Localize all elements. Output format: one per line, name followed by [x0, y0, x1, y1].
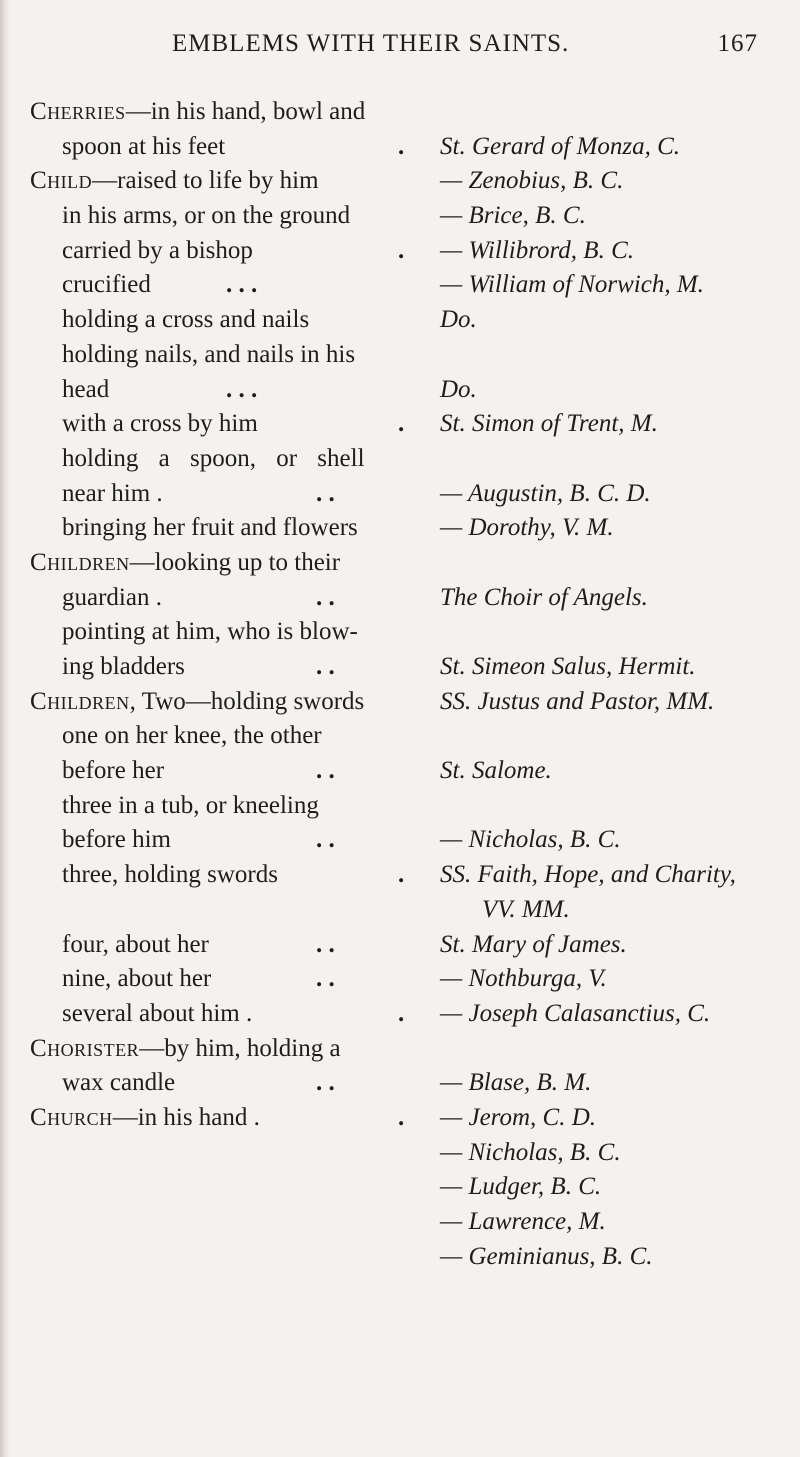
- entry-left: pointing at him, who is blow-: [62, 618, 358, 646]
- entry-left: four, about her: [62, 930, 209, 958]
- index-row: [0, 685, 800, 720]
- saint-name: St. Salome.: [440, 757, 552, 785]
- index-row: [0, 130, 800, 165]
- index-row: [0, 546, 800, 581]
- index-row: [0, 1170, 800, 1205]
- entry-heading: Church: [30, 1103, 113, 1131]
- entry-left: Children—looking up to their: [30, 548, 341, 576]
- saint-name: Do.: [440, 306, 477, 334]
- saint-name: — Jerom, C. D.: [440, 1103, 597, 1131]
- entry-left: Cherries—in his hand, bowl and: [30, 98, 366, 125]
- leader-dots: . . .: [226, 271, 258, 299]
- index-row: [0, 893, 800, 928]
- saint-name: — Lawrence, M.: [440, 1208, 606, 1235]
- index-row: [0, 234, 800, 269]
- leader-dots: .: [398, 1103, 405, 1131]
- entry-left: Chorister—by him, holding a: [30, 1034, 341, 1062]
- leader-dots: . . .: [226, 375, 258, 403]
- page-header: [0, 30, 800, 70]
- index-row: [0, 511, 800, 546]
- leader-dots: .: [398, 236, 405, 264]
- entry-left: holding a cross and nails: [62, 306, 310, 334]
- entry-left: Children, Two—holding swords: [30, 687, 365, 715]
- index-row: [0, 719, 800, 754]
- index-row: [0, 303, 800, 338]
- entry-left: Child—raised to life by him: [30, 167, 319, 195]
- entry-left: carried by a bishop: [62, 236, 253, 264]
- index-row: [0, 789, 800, 824]
- saint-name: — Zenobius, B. C.: [440, 167, 624, 195]
- saint-name: — Joseph Calasanctius, C.: [440, 999, 711, 1027]
- entry-left: ing bladders: [62, 653, 185, 680]
- index-row: [0, 754, 800, 789]
- index-row: [0, 997, 800, 1032]
- saint-name: — Brice, B. C.: [440, 202, 586, 230]
- entry-heading: Children: [30, 548, 130, 576]
- saint-name: St. Simon of Trent, M.: [440, 410, 658, 438]
- saint-name: SS. Justus and Pastor, MM.: [440, 687, 715, 715]
- saint-name: St. Gerard of Monza, C.: [440, 132, 681, 160]
- entry-heading: Chorister: [30, 1034, 140, 1062]
- leader-dots: . .: [316, 757, 335, 785]
- leader-dots: . .: [316, 583, 335, 611]
- leader-dots: .: [398, 410, 405, 438]
- saint-name: — William of Norwich, M.: [440, 271, 704, 299]
- saint-name: — Augustin, B. C. D.: [440, 479, 651, 507]
- entry-left: holding nails, and nails in his: [62, 340, 356, 368]
- entry-left: bringing her fruit and flowers: [62, 514, 358, 542]
- index-row: [0, 1032, 800, 1067]
- index-row: [0, 1066, 800, 1101]
- index-row: [0, 373, 800, 408]
- saint-name: — Willibrord, B. C.: [440, 236, 635, 264]
- entry-left: guardian .: [62, 583, 162, 611]
- saint-name: VV. MM.: [482, 895, 570, 923]
- entry-left: holding a spoon, or shell: [62, 444, 365, 472]
- leader-dots: . .: [316, 653, 335, 680]
- index-row: [0, 928, 800, 963]
- index-row: [0, 477, 800, 512]
- saint-name: St. Mary of James.: [440, 930, 627, 958]
- saint-name: SS. Faith, Hope, and Charity,: [440, 861, 736, 889]
- index-row: [0, 581, 800, 616]
- index-row: [0, 823, 800, 858]
- leader-dots: . .: [316, 826, 335, 854]
- emblem-index: [0, 95, 800, 1274]
- saint-name: Do.: [440, 375, 477, 403]
- entry-left: wax candle: [62, 1069, 176, 1097]
- entry-left: before her: [62, 757, 165, 785]
- entry-left: Church—in his hand .: [30, 1103, 260, 1131]
- index-row: [0, 962, 800, 997]
- entry-left: crucified: [62, 271, 151, 299]
- entry-left: nine, about her: [62, 965, 212, 993]
- saint-name: — Nicholas, B. C.: [440, 826, 621, 854]
- saint-name: — Geminianus, B. C.: [440, 1242, 653, 1270]
- saint-name: — Nicholas, B. C.: [440, 1138, 621, 1166]
- entry-left: in his arms, or on the ground: [62, 202, 351, 230]
- index-row: [0, 164, 800, 199]
- entry-heading: Child: [30, 167, 93, 195]
- index-row: [0, 442, 800, 477]
- index-row: [0, 1101, 800, 1136]
- index-row: [0, 268, 800, 303]
- entry-heading: Children: [30, 687, 130, 715]
- index-row: [0, 1136, 800, 1171]
- leader-dots: .: [398, 999, 405, 1027]
- index-row: [0, 199, 800, 234]
- leader-dots: . .: [316, 965, 335, 993]
- index-row: [0, 1205, 800, 1240]
- saint-name: — Blase, B. M.: [440, 1069, 592, 1097]
- saint-name: The Choir of Angels.: [440, 583, 648, 611]
- entry-left: near him .: [62, 479, 163, 507]
- page-number: 167: [717, 30, 758, 57]
- entry-left: one on her knee, the other: [62, 722, 322, 750]
- leader-dots: . .: [316, 479, 335, 507]
- index-row: [0, 858, 800, 893]
- saint-name: — Ludger, B. C.: [440, 1173, 602, 1201]
- index-row: [0, 407, 800, 442]
- index-row: [0, 650, 800, 685]
- entry-left: before him: [62, 826, 171, 854]
- running-title: EMBLEMS WITH THEIR SAINTS.: [172, 30, 570, 57]
- entry-left: three in a tub, or kneeling: [62, 791, 319, 819]
- entry-left: spoon at his feet: [62, 132, 226, 160]
- saint-name: — Nothburga, V.: [440, 965, 607, 993]
- index-row: [0, 615, 800, 650]
- entry-left: with a cross by him: [62, 410, 258, 438]
- entry-left: three, holding swords: [62, 861, 278, 889]
- leader-dots: .: [398, 132, 405, 160]
- index-row: [0, 1240, 800, 1275]
- saint-name: — Dorothy, V. M.: [440, 514, 614, 542]
- leader-dots: .: [398, 861, 405, 889]
- entry-heading: Cherries: [30, 98, 126, 125]
- saint-name: St. Simeon Salus, Hermit.: [440, 653, 696, 680]
- leader-dots: . .: [316, 1069, 335, 1097]
- index-row: [0, 338, 800, 373]
- entry-left: several about him .: [62, 999, 253, 1027]
- leader-dots: . .: [316, 930, 335, 958]
- entry-left: head: [62, 375, 110, 403]
- index-row: [0, 95, 800, 130]
